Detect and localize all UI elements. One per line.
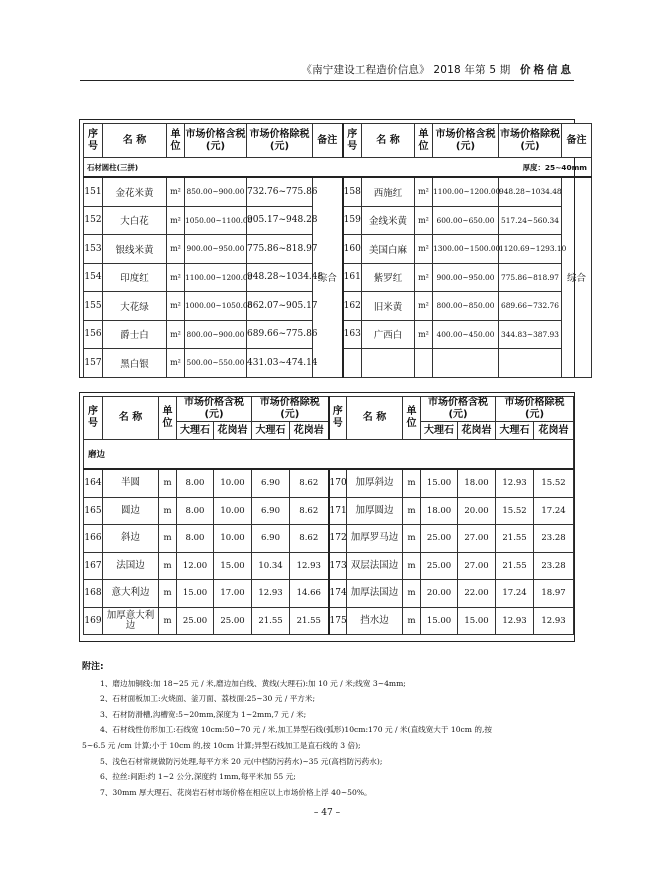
row-name: 广西白 [362, 320, 415, 349]
empty-cell [362, 349, 415, 378]
row-unit: m² [415, 292, 433, 321]
col-unit: 单位 [415, 124, 433, 158]
row-no: 164 [84, 469, 103, 497]
row-name: 大花绿 [103, 292, 167, 321]
col-unit: 单位 [403, 397, 421, 440]
table-row [84, 497, 574, 525]
row-unit: m² [167, 320, 185, 349]
row-name: 大白花 [103, 206, 167, 235]
row-no: 169 [84, 607, 103, 635]
row-price-tax: 400.00~450.00 [433, 320, 499, 349]
col-price-notax: 市场价格除税(元) [252, 397, 329, 422]
row-marble-tax: 18.00 [421, 497, 458, 525]
row-unit: m [403, 607, 421, 635]
row-price-tax: 800.00~850.00 [433, 292, 499, 321]
row-granite-notax: 23.28 [534, 552, 574, 580]
row-unit: m [159, 469, 177, 497]
col-price-notax: 市场价格除税(元) [496, 397, 574, 422]
row-unit: m² [415, 263, 433, 292]
col-name: 名 称 [362, 124, 415, 158]
row-marble-tax: 12.00 [177, 552, 214, 580]
row-granite-tax: 22.00 [458, 580, 496, 608]
row-price-notax: 775.86~818.97 [499, 263, 562, 292]
header-title: 《南宁建设工程造价信息》 2018 年第 5 期 [301, 64, 511, 76]
row-granite-notax: 12.93 [290, 552, 329, 580]
row-unit: m² [415, 235, 433, 264]
row-marble-tax: 15.00 [421, 469, 458, 497]
table-header-row [84, 124, 592, 158]
row-no: 153 [84, 235, 103, 264]
row-price-notax: 948.28~1034.48 [247, 263, 313, 292]
row-price-notax: 1120.69~1293.10 [499, 235, 562, 264]
row-granite-tax: 18.00 [458, 469, 496, 497]
note-cell: 综合 [562, 177, 592, 377]
row-price-tax: 1100.00~1200.00 [185, 263, 247, 292]
row-granite-tax: 25.00 [214, 607, 252, 635]
row-name: 加厚意大利边 [103, 607, 159, 635]
empty-cell [415, 349, 433, 378]
row-granite-tax: 10.00 [214, 525, 252, 553]
row-unit: m [159, 580, 177, 608]
category-label: 石材圆柱(三拼) [87, 162, 139, 172]
row-unit: m² [167, 235, 185, 264]
row-name: 法国边 [103, 552, 159, 580]
row-price-notax: 905.17~948.28 [247, 206, 313, 235]
row-price-tax: 1050.00~1100.00 [185, 206, 247, 235]
notes-title: 附注: [82, 662, 104, 672]
row-name: 美国白麻 [362, 235, 415, 264]
row-unit: m [159, 607, 177, 635]
row-marble-notax: 6.90 [252, 525, 290, 553]
col-unit: 单位 [167, 124, 185, 158]
row-no: 170 [329, 469, 347, 497]
row-no: 174 [329, 580, 347, 608]
edge-grinding-table [83, 396, 574, 635]
row-name: 旧米黄 [362, 292, 415, 321]
row-unit: m [403, 525, 421, 553]
row-name: 爵士白 [103, 320, 167, 349]
col-marble: 大理石 [421, 422, 458, 440]
row-price-notax: 862.07~905.17 [247, 292, 313, 321]
row-granite-tax: 27.00 [458, 552, 496, 580]
col-granite: 花岗岩 [534, 422, 574, 440]
note-item: 1、磨边加铜线:加 18~25 元 / 米,磨边加白线、黄线(大理石):加 10 元 / 米;线宽 3~4mm; [100, 678, 406, 688]
row-name: 意大利边 [103, 580, 159, 608]
row-marble-notax: 10.34 [252, 552, 290, 580]
col-marble: 大理石 [252, 422, 290, 440]
col-price-tax: 市场价格含税(元) [433, 124, 499, 158]
row-no: 168 [84, 580, 103, 608]
row-price-tax: 900.00~950.00 [433, 263, 499, 292]
row-name: 金线米黄 [362, 206, 415, 235]
row-price-tax: 850.00~900.00 [185, 177, 247, 206]
stone-column-table [83, 123, 592, 378]
category-cell: 磨边 [84, 440, 574, 470]
row-price-notax: 732.76~775.86 [247, 177, 313, 206]
row-marble-tax: 8.00 [177, 525, 214, 553]
row-name: 加厚斜边 [347, 469, 403, 497]
row-price-tax: 1300.00~1500.00 [433, 235, 499, 264]
row-no: 163 [343, 320, 362, 349]
col-marble: 大理石 [496, 422, 534, 440]
row-marble-notax: 12.93 [252, 580, 290, 608]
note-item: 7、30mm 厚大理石、花岗岩石材市场价格在相应以上市场价格上浮 40~50%。 [100, 787, 372, 797]
empty-cell [433, 349, 499, 378]
row-no: 161 [343, 263, 362, 292]
row-marble-notax: 17.24 [496, 580, 534, 608]
col-price-notax: 市场价格除税(元) [247, 124, 313, 158]
col-note: 备注 [562, 124, 592, 158]
row-name: 金花米黄 [103, 177, 167, 206]
col-name: 名 称 [103, 397, 159, 440]
note-item: 6、拉丝:间距:约 1~2 公分,深度约 1mm,每平米加 55 元; [100, 772, 296, 782]
row-name: 挡水边 [347, 607, 403, 635]
row-price-tax: 500.00~550.00 [185, 349, 247, 378]
row-marble-tax: 25.00 [421, 525, 458, 553]
row-granite-notax: 8.62 [290, 469, 329, 497]
note-cell: 综合 [313, 177, 343, 377]
row-no: 159 [343, 206, 362, 235]
row-no: 155 [84, 292, 103, 321]
row-unit: m [159, 525, 177, 553]
table-row [84, 525, 574, 553]
row-no: 173 [329, 552, 347, 580]
col-price-notax: 市场价格除税(元) [499, 124, 562, 158]
row-granite-notax: 17.24 [534, 497, 574, 525]
row-granite-tax: 17.00 [214, 580, 252, 608]
col-granite: 花岗岩 [458, 422, 496, 440]
row-name: 银线米黄 [103, 235, 167, 264]
row-marble-tax: 20.00 [421, 580, 458, 608]
row-price-notax: 517.24~560.34 [499, 206, 562, 235]
thickness-label: 厚度：25~40mm [522, 162, 587, 172]
table-header-row [84, 397, 574, 422]
row-marble-tax: 8.00 [177, 497, 214, 525]
row-marble-notax: 21.55 [496, 552, 534, 580]
row-marble-tax: 15.00 [177, 580, 214, 608]
col-price-tax: 市场价格含税(元) [177, 397, 252, 422]
row-unit: m [403, 552, 421, 580]
row-granite-tax: 10.00 [214, 469, 252, 497]
row-name: 印度红 [103, 263, 167, 292]
row-granite-notax: 8.62 [290, 497, 329, 525]
note-item-continuation: 5~6.5 元 /cm 计算;小于 10cm 的,按 10cm 计算;异型石线加工是直石线的 3 倍); [82, 740, 361, 750]
row-granite-notax: 8.62 [290, 525, 329, 553]
row-no: 172 [329, 525, 347, 553]
row-granite-notax: 23.28 [534, 525, 574, 553]
row-name: 西施红 [362, 177, 415, 206]
note-item: 5、浅色石材常规做防污处理,每平方米 20 元(中档防污药水)~35 元(高档防污药水); [100, 756, 383, 766]
col-no: 序号 [84, 397, 103, 440]
table-row [84, 177, 592, 206]
category-row [84, 440, 574, 470]
col-unit: 单位 [159, 397, 177, 440]
row-name: 双层法国边 [347, 552, 403, 580]
row-no: 151 [84, 177, 103, 206]
row-unit: m² [167, 349, 185, 378]
row-name: 斜边 [103, 525, 159, 553]
col-name: 名 称 [347, 397, 403, 440]
row-no: 152 [84, 206, 103, 235]
row-no: 158 [343, 177, 362, 206]
col-price-tax: 市场价格含税(元) [421, 397, 496, 422]
row-name: 半圆 [103, 469, 159, 497]
row-no: 157 [84, 349, 103, 378]
row-no: 156 [84, 320, 103, 349]
table-row [84, 552, 574, 580]
row-price-notax: 775.86~818.97 [247, 235, 313, 264]
row-marble-notax: 12.93 [496, 469, 534, 497]
col-granite: 花岗岩 [214, 422, 252, 440]
row-marble-notax: 12.93 [496, 607, 534, 635]
row-unit: m² [167, 263, 185, 292]
note-item: 2、石材面板加工:火烧面、釜刀面、荔枝面:25~30 元 / 平方米; [100, 694, 316, 704]
row-price-tax: 1000.00~1050.00 [185, 292, 247, 321]
row-price-notax: 948.28~1034.48 [499, 177, 562, 206]
empty-cell [343, 349, 362, 378]
table-row [84, 607, 574, 635]
row-unit: m² [415, 177, 433, 206]
row-no: 167 [84, 552, 103, 580]
col-name: 名 称 [103, 124, 167, 158]
row-granite-tax: 20.00 [458, 497, 496, 525]
row-granite-tax: 15.00 [458, 607, 496, 635]
col-note: 备注 [313, 124, 343, 158]
stone-column-table-frame [79, 119, 587, 378]
col-no: 序号 [343, 124, 362, 158]
notes-section [82, 660, 582, 800]
empty-cell [499, 349, 562, 378]
row-price-notax: 689.66~775.86 [247, 320, 313, 349]
row-no: 175 [329, 607, 347, 635]
row-marble-notax: 21.55 [496, 525, 534, 553]
row-unit: m [403, 497, 421, 525]
row-price-notax: 431.03~474.14 [247, 349, 313, 378]
col-marble: 大理石 [177, 422, 214, 440]
row-granite-notax: 15.52 [534, 469, 574, 497]
row-no: 162 [343, 292, 362, 321]
row-price-tax: 1100.00~1200.00 [433, 177, 499, 206]
row-granite-notax: 21.55 [290, 607, 329, 635]
note-item: 3、石材防滑槽,沟槽宽:5~20mm,深度为 1~2mm,7 元 / 米; [100, 709, 307, 719]
row-name: 加厚圆边 [347, 497, 403, 525]
row-unit: m² [415, 206, 433, 235]
row-unit: m² [415, 320, 433, 349]
category-row [84, 158, 592, 178]
row-price-notax: 689.66~732.76 [499, 292, 562, 321]
row-unit: m² [167, 177, 185, 206]
row-granite-notax: 12.93 [534, 607, 574, 635]
row-marble-tax: 8.00 [177, 469, 214, 497]
col-price-tax: 市场价格含税(元) [185, 124, 247, 158]
header-section: 价格信息 [520, 64, 574, 76]
row-granite-tax: 15.00 [214, 552, 252, 580]
row-price-notax: 344.83~387.93 [499, 320, 562, 349]
row-granite-notax: 18.97 [534, 580, 574, 608]
category-cell [84, 158, 592, 178]
row-no: 154 [84, 263, 103, 292]
note-item: 4、石材线性仿形加工:石线宽 10cm:50~70 元 / 米,加工异型石线(弧形)10cm:170 元 / 米(直线宽大于 10cm 的,按 [100, 725, 492, 735]
row-name: 加厚法国边 [347, 580, 403, 608]
row-marble-notax: 6.90 [252, 497, 290, 525]
row-granite-tax: 10.00 [214, 497, 252, 525]
row-unit: m² [167, 292, 185, 321]
row-no: 166 [84, 525, 103, 553]
row-name: 紫罗红 [362, 263, 415, 292]
row-unit: m [159, 497, 177, 525]
row-name: 黑白银 [103, 349, 167, 378]
row-unit: m [403, 469, 421, 497]
row-price-tax: 900.00~950.00 [185, 235, 247, 264]
col-no: 序号 [329, 397, 347, 440]
row-no: 160 [343, 235, 362, 264]
row-unit: m [159, 552, 177, 580]
row-marble-notax: 15.52 [496, 497, 534, 525]
row-no: 165 [84, 497, 103, 525]
row-price-tax: 600.00~650.00 [433, 206, 499, 235]
row-unit: m [403, 580, 421, 608]
col-granite: 花岗岩 [290, 422, 329, 440]
edge-grinding-table-frame [79, 392, 575, 642]
row-granite-tax: 27.00 [458, 525, 496, 553]
row-marble-notax: 21.55 [252, 607, 290, 635]
row-no: 171 [329, 497, 347, 525]
page-header [80, 62, 574, 78]
table-row [84, 580, 574, 608]
row-marble-tax: 25.00 [421, 552, 458, 580]
row-unit: m² [167, 206, 185, 235]
row-marble-notax: 6.90 [252, 469, 290, 497]
row-marble-tax: 15.00 [421, 607, 458, 635]
row-price-tax: 800.00~900.00 [185, 320, 247, 349]
row-name: 圆边 [103, 497, 159, 525]
row-granite-notax: 14.66 [290, 580, 329, 608]
row-name: 加厚罗马边 [347, 525, 403, 553]
page-number: – 47 – [313, 808, 341, 818]
table-row [84, 469, 574, 497]
row-marble-tax: 25.00 [177, 607, 214, 635]
header-rule [80, 80, 574, 81]
col-no: 序号 [84, 124, 103, 158]
